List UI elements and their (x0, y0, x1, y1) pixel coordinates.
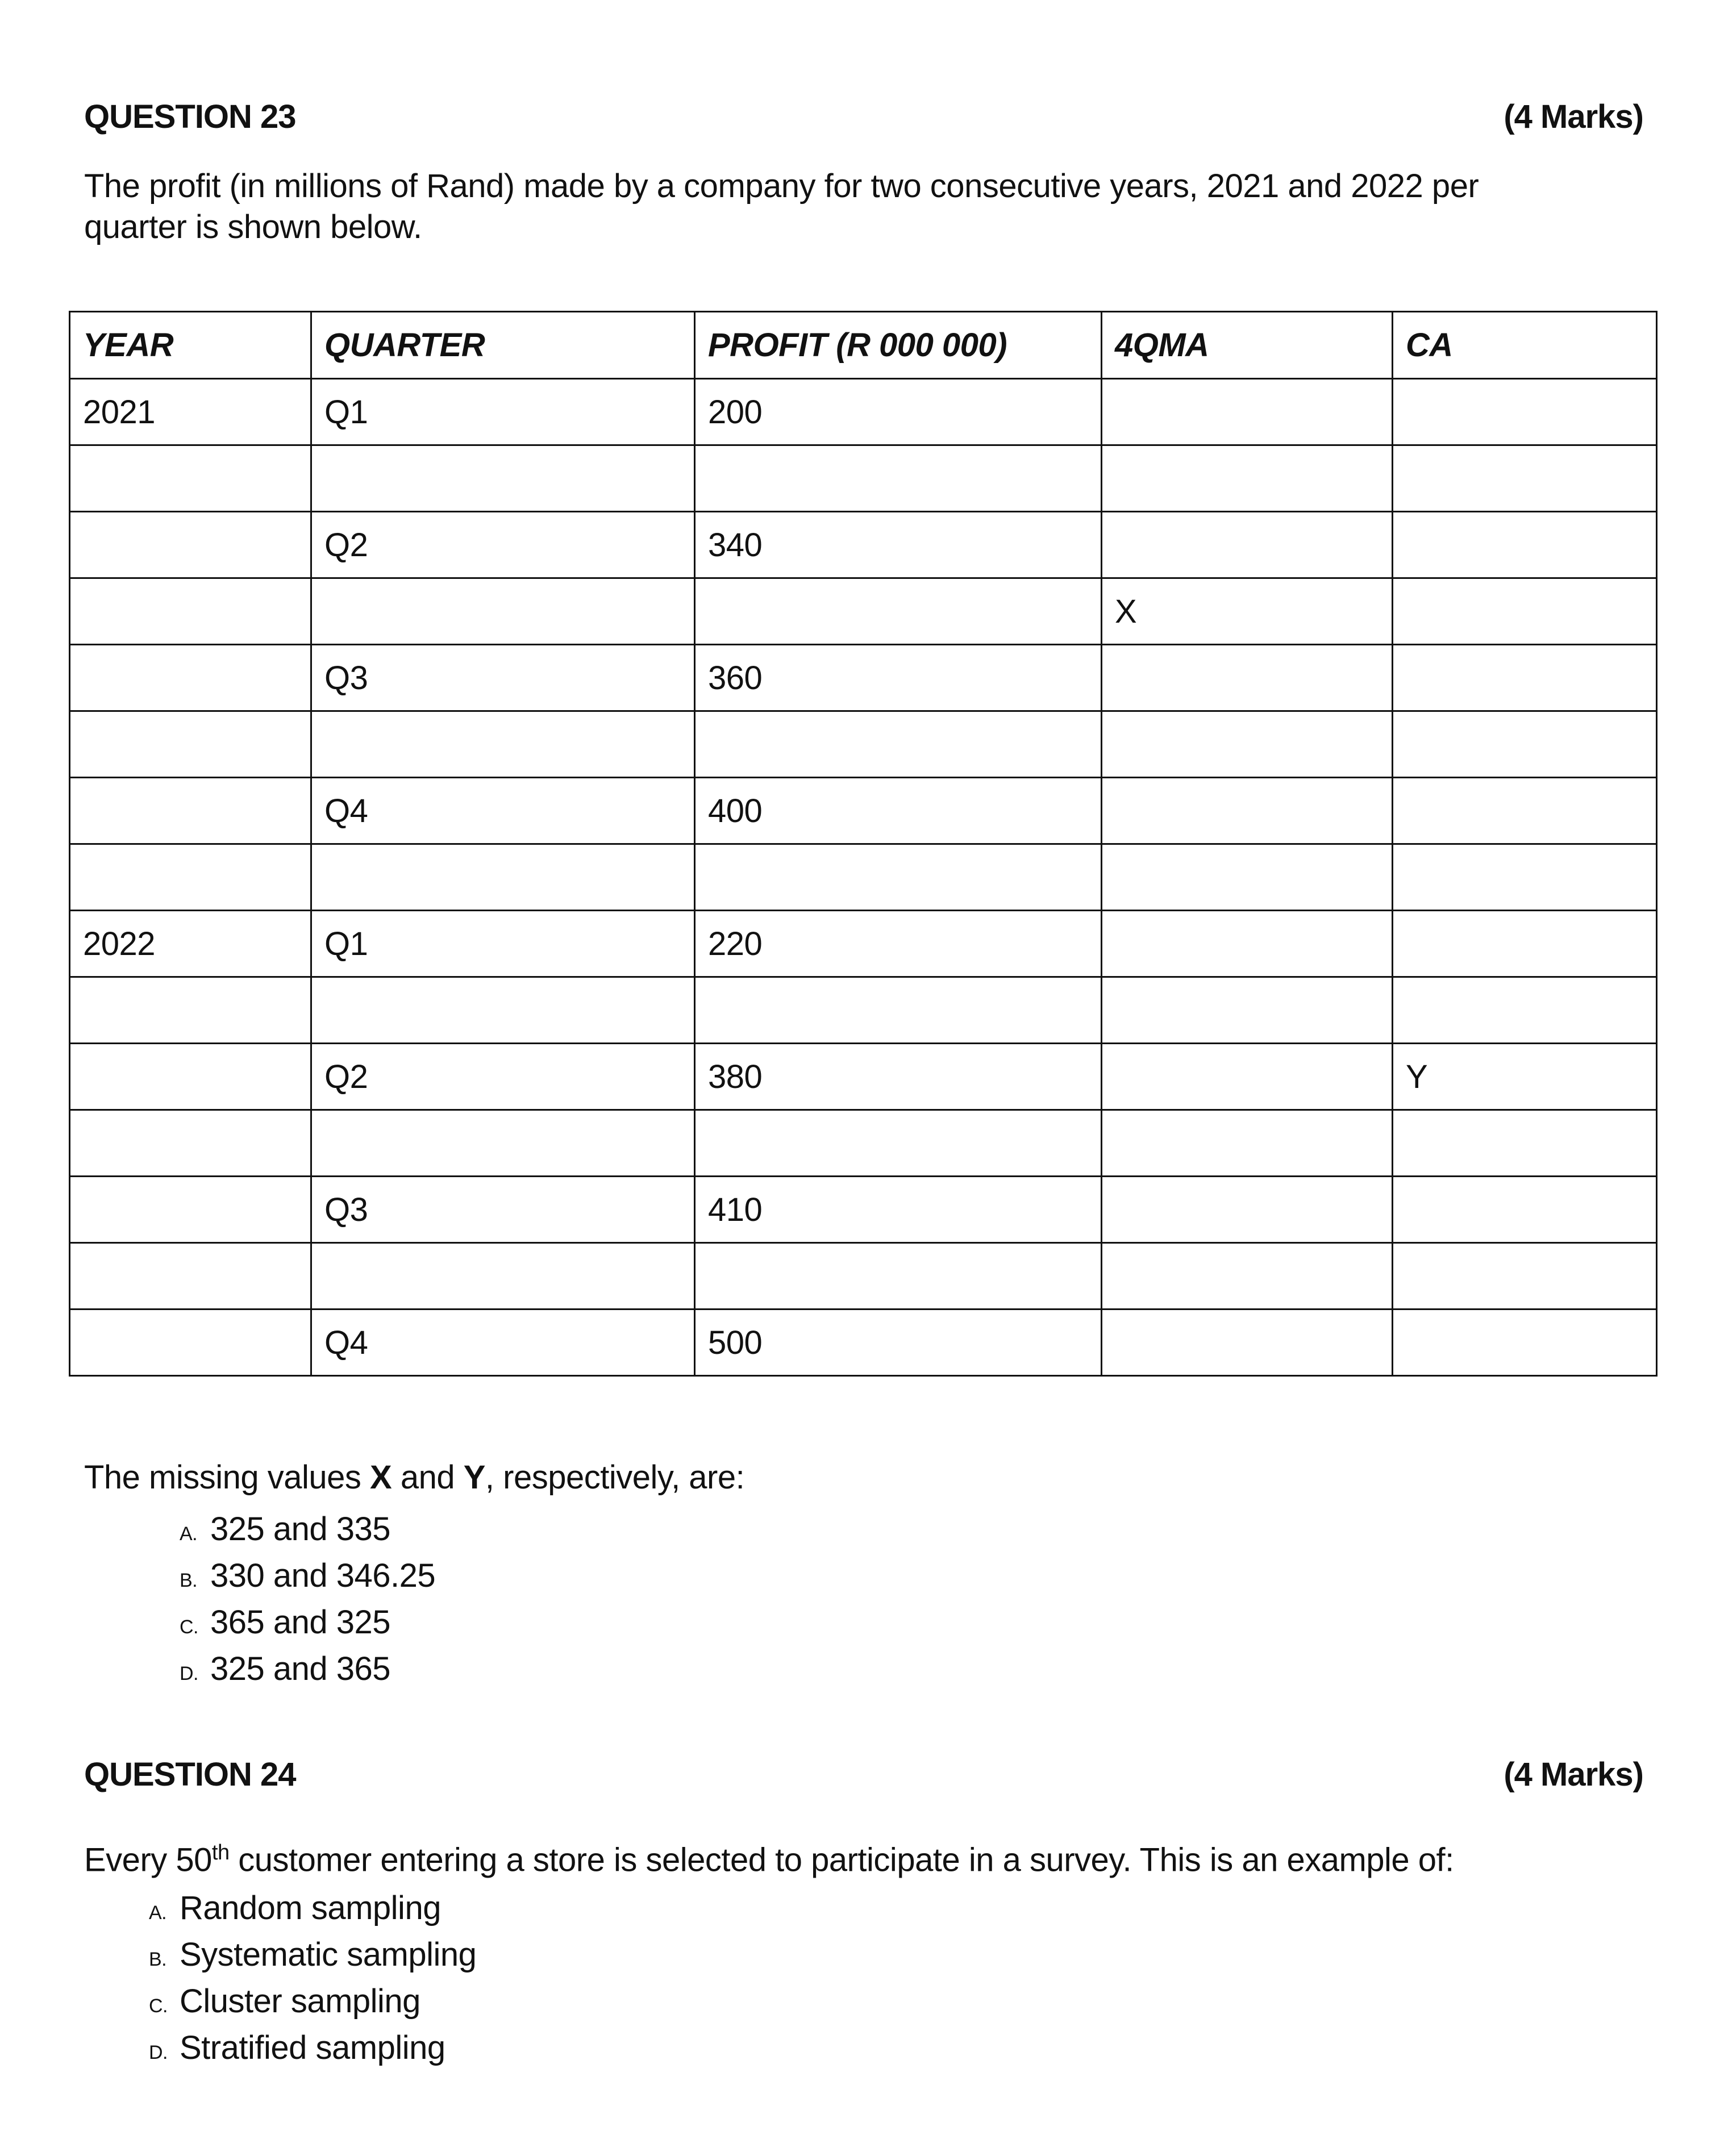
option-text: 330 and 346.25 (210, 1557, 436, 1594)
qma-cell (1102, 1243, 1393, 1310)
year-cell (70, 1177, 311, 1243)
ca-cell (1393, 977, 1657, 1044)
table-row (70, 1177, 1657, 1243)
year-cell (70, 578, 311, 645)
option-letter: C. (180, 1616, 198, 1638)
option-text: Stratified sampling (180, 2029, 445, 2066)
profit-cell (695, 844, 1102, 911)
quarter-cell: Q1 (311, 379, 695, 445)
question-23-intro: The profit (in millions of Rand) made by a company for two consecutive years, 2021 and 2022 per quarter is shown below. (84, 168, 1479, 245)
profit-cell: 400 (695, 778, 1102, 844)
question-23-title: QUESTION 23 (84, 98, 296, 135)
table-row (70, 1310, 1657, 1376)
year-cell (70, 1044, 311, 1110)
year-cell (70, 1243, 311, 1310)
profit-cell: 220 (695, 911, 1102, 977)
qma-cell (1102, 445, 1393, 512)
profit-cell: 380 (695, 1044, 1102, 1110)
prompt-x: X (370, 1459, 392, 1496)
ca-cell (1393, 445, 1657, 512)
year-cell: 2021 (70, 379, 311, 445)
ca-cell (1393, 379, 1657, 445)
table-row (70, 1243, 1657, 1310)
header-ca: CA (1393, 312, 1657, 379)
year-cell (70, 778, 311, 844)
qma-cell (1102, 844, 1393, 911)
option-letter: A. (180, 1523, 198, 1545)
option-d[interactable] (149, 2027, 476, 2074)
prompt-superscript: th (211, 1841, 230, 1865)
profit-cell (695, 445, 1102, 512)
table-row (70, 911, 1657, 977)
year-cell (70, 445, 311, 512)
ca-cell (1393, 1243, 1657, 1310)
table-row (70, 1110, 1657, 1177)
prompt-y: Y (463, 1459, 485, 1496)
qma-cell (1102, 778, 1393, 844)
ca-cell (1393, 1310, 1657, 1376)
profit-cell: 340 (695, 512, 1102, 578)
option-b[interactable] (180, 1555, 435, 1602)
option-letter: D. (180, 1663, 198, 1684)
year-cell (70, 1310, 311, 1376)
option-letter: B. (149, 1949, 167, 1970)
ca-cell (1393, 911, 1657, 977)
year-cell (70, 1110, 311, 1177)
option-b[interactable] (149, 1934, 476, 1980)
qma-cell (1102, 711, 1393, 778)
year-cell (70, 512, 311, 578)
profit-cell (695, 578, 1102, 645)
qma-cell (1102, 1310, 1393, 1376)
qma-cell (1102, 1044, 1393, 1110)
quarter-cell (311, 844, 695, 911)
table-row (70, 512, 1657, 578)
prompt-and: and (392, 1459, 464, 1496)
question-24-options (149, 1887, 476, 2074)
quarter-cell: Q4 (311, 1310, 695, 1376)
ca-cell (1393, 512, 1657, 578)
option-letter: B. (180, 1570, 198, 1591)
option-letter: C. (149, 1995, 168, 2017)
profit-cell: 360 (695, 645, 1102, 711)
ca-cell (1393, 1110, 1657, 1177)
option-text: Random sampling (180, 1890, 441, 1926)
question-23-options (180, 1508, 435, 1695)
quarter-cell (311, 711, 695, 778)
profit-cell (695, 1110, 1102, 1177)
quarter-cell: Q1 (311, 911, 695, 977)
option-text: Systematic sampling (180, 1936, 477, 1973)
profit-cell: 500 (695, 1310, 1102, 1376)
qma-cell (1102, 1110, 1393, 1177)
ca-cell: Y (1393, 1044, 1657, 1110)
header-quarter: QUARTER (311, 312, 695, 379)
option-c[interactable] (180, 1602, 435, 1648)
question-24-header (84, 1755, 1643, 1794)
quarter-cell: Q2 (311, 512, 695, 578)
quarter-cell: Q4 (311, 778, 695, 844)
table-row (70, 578, 1657, 645)
profit-cell: 200 (695, 379, 1102, 445)
prompt-pre: The missing values (84, 1459, 370, 1496)
year-cell: 2022 (70, 911, 311, 977)
question-24-prompt (84, 1832, 1454, 1880)
question-23-prompt (84, 1457, 744, 1498)
table-row (70, 977, 1657, 1044)
quarter-cell (311, 1243, 695, 1310)
question-24-title: QUESTION 24 (84, 1756, 296, 1793)
header-profit: PROFIT (R 000 000) (695, 312, 1102, 379)
profit-cell: 410 (695, 1177, 1102, 1243)
profit-cell (695, 977, 1102, 1044)
qma-cell (1102, 645, 1393, 711)
option-text: 365 and 325 (210, 1604, 391, 1641)
quarter-cell: Q2 (311, 1044, 695, 1110)
ca-cell (1393, 778, 1657, 844)
option-text: Cluster sampling (180, 1983, 420, 2020)
option-text: 325 and 365 (210, 1650, 391, 1687)
qma-cell (1102, 1177, 1393, 1243)
table-header-row (70, 312, 1657, 379)
year-cell (70, 711, 311, 778)
option-a[interactable] (149, 1887, 476, 1934)
question-24-marks: (4 Marks) (1504, 1756, 1643, 1793)
ca-cell (1393, 578, 1657, 645)
table-row (70, 379, 1657, 445)
ca-cell (1393, 844, 1657, 911)
year-cell (70, 645, 311, 711)
year-cell (70, 844, 311, 911)
qma-cell (1102, 379, 1393, 445)
prompt-post: customer entering a store is selected to participate in a survey. This is an example of: (229, 1841, 1454, 1879)
option-d[interactable] (180, 1648, 435, 1695)
profit-cell (695, 711, 1102, 778)
quarter-cell (311, 445, 695, 512)
quarter-cell: Q3 (311, 645, 695, 711)
ca-cell (1393, 645, 1657, 711)
table-row (70, 711, 1657, 778)
table-row (70, 778, 1657, 844)
ca-cell (1393, 1177, 1657, 1243)
table-row (70, 1044, 1657, 1110)
qma-cell (1102, 512, 1393, 578)
option-letter: D. (149, 2042, 168, 2063)
profit-table (69, 311, 1657, 1377)
question-23-marks: (4 Marks) (1504, 98, 1643, 135)
qma-cell: X (1102, 578, 1393, 645)
header-4qma: 4QMA (1102, 312, 1393, 379)
header-year: YEAR (70, 312, 311, 379)
year-cell (70, 977, 311, 1044)
ca-cell (1393, 711, 1657, 778)
qma-cell (1102, 911, 1393, 977)
qma-cell (1102, 977, 1393, 1044)
option-a[interactable] (180, 1508, 435, 1555)
option-c[interactable] (149, 1980, 476, 2027)
option-letter: A. (149, 1902, 167, 1924)
prompt-pre: Every 50 (84, 1841, 212, 1879)
option-text: 325 and 335 (210, 1511, 391, 1548)
profit-cell (695, 1243, 1102, 1310)
quarter-cell (311, 1110, 695, 1177)
table-body (70, 379, 1657, 1376)
quarter-cell: Q3 (311, 1177, 695, 1243)
table-row (70, 844, 1657, 911)
quarter-cell (311, 977, 695, 1044)
quarter-cell (311, 578, 695, 645)
prompt-post: , respectively, are: (485, 1459, 745, 1496)
question-23-header (84, 98, 1643, 136)
table-row (70, 445, 1657, 512)
table-row (70, 645, 1657, 711)
